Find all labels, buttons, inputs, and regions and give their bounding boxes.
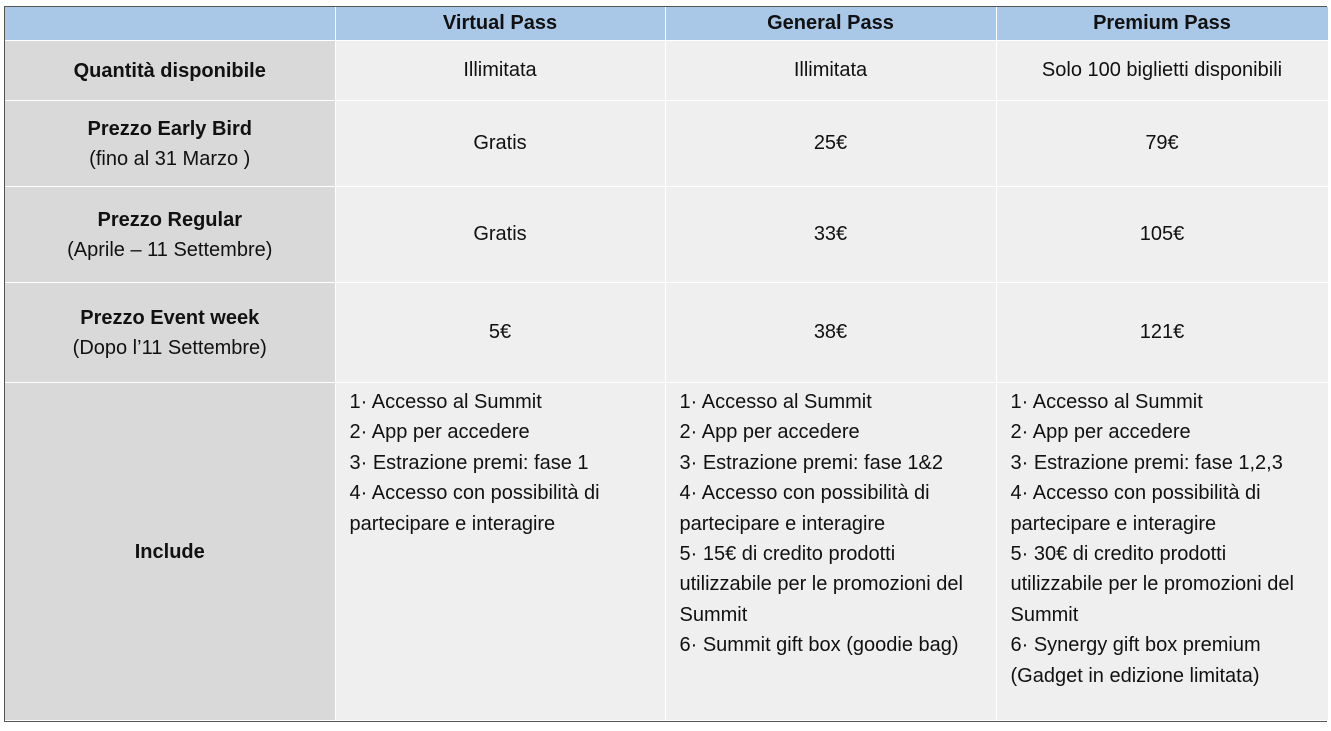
row-label	[5, 41, 335, 101]
row-label-subtitle: (Dopo l’11 Settembre)	[72, 336, 267, 359]
list-item: 3· Estrazione premi: fase 1,2,3	[1010, 451, 1283, 474]
list-item: 1· Accesso al Summit	[679, 391, 872, 413]
table-cell: 33€	[665, 187, 996, 283]
header-corner	[5, 7, 335, 41]
table-cell: Illimitata	[335, 41, 665, 101]
table-cell: 79€	[996, 101, 1328, 187]
row-label	[5, 283, 335, 383]
table-cell: Gratis	[335, 187, 665, 283]
list-item: 1· Accesso al Summit	[349, 391, 542, 413]
header-row	[5, 7, 1328, 41]
header-virtual-pass: Virtual Pass	[335, 7, 665, 41]
list-item: 4· Accesso con possibilità di partecipare e interagire	[679, 482, 930, 535]
pricing-table-container	[4, 6, 1327, 722]
row-label-title: Prezzo Regular	[97, 208, 242, 231]
list-item: 5· 15€ di credito prodotti utilizzabile per le promozioni del Summit	[679, 543, 963, 626]
table-cell: 25€	[665, 101, 996, 187]
row-quantity	[5, 41, 1328, 101]
table-cell: 38€	[665, 283, 996, 383]
list-item: 2· App per accedere	[349, 421, 530, 444]
list-item: 5· 30€ di credito prodotti utilizzabile per le promozioni del Summit	[1010, 543, 1294, 626]
list-item: 3· Estrazione premi: fase 1&2	[679, 451, 943, 474]
table-cell: 121€	[996, 283, 1328, 383]
table-cell: 5€	[335, 283, 665, 383]
row-label-title: Prezzo Early Bird	[87, 117, 252, 140]
include-list-virtual	[335, 383, 665, 721]
row-label-title: Include	[134, 540, 205, 563]
header-premium-pass: Premium Pass	[996, 7, 1328, 41]
row-label	[5, 383, 335, 721]
list-item: 4· Accesso con possibilità di partecipare e interagire	[349, 482, 600, 535]
row-label-title: Quantità disponibile	[73, 59, 266, 82]
table-cell: 105€	[996, 187, 1328, 283]
include-list-general	[665, 383, 996, 721]
row-regular	[5, 187, 1328, 283]
include-list-premium	[996, 383, 1328, 721]
list-item: 3· Estrazione premi: fase 1	[349, 451, 589, 474]
list-item: 2· App per accedere	[1010, 421, 1191, 444]
row-label-subtitle: (fino al 31 Marzo )	[89, 147, 251, 170]
row-label-title: Prezzo Event week	[80, 306, 260, 329]
table-cell: Solo 100 biglietti disponibili	[996, 41, 1328, 101]
list-item: 6· Synergy gift box premium (Gadget in edizione limitata)	[1010, 634, 1261, 687]
list-item: 4· Accesso con possibilità di partecipare e interagire	[1010, 482, 1261, 535]
row-include	[5, 383, 1328, 721]
row-label	[5, 101, 335, 187]
list-item: 6· Summit gift box (goodie bag)	[679, 634, 959, 657]
row-label	[5, 187, 335, 283]
pricing-table	[5, 7, 1329, 721]
row-early-bird	[5, 101, 1328, 187]
row-event-week	[5, 283, 1328, 383]
table-cell: Gratis	[335, 101, 665, 187]
list-item: 1· Accesso al Summit	[1010, 391, 1203, 413]
header-general-pass: General Pass	[665, 7, 996, 41]
row-label-subtitle: (Aprile – 11 Settembre)	[67, 238, 273, 261]
table-cell: Illimitata	[665, 41, 996, 101]
list-item: 2· App per accedere	[679, 421, 860, 444]
